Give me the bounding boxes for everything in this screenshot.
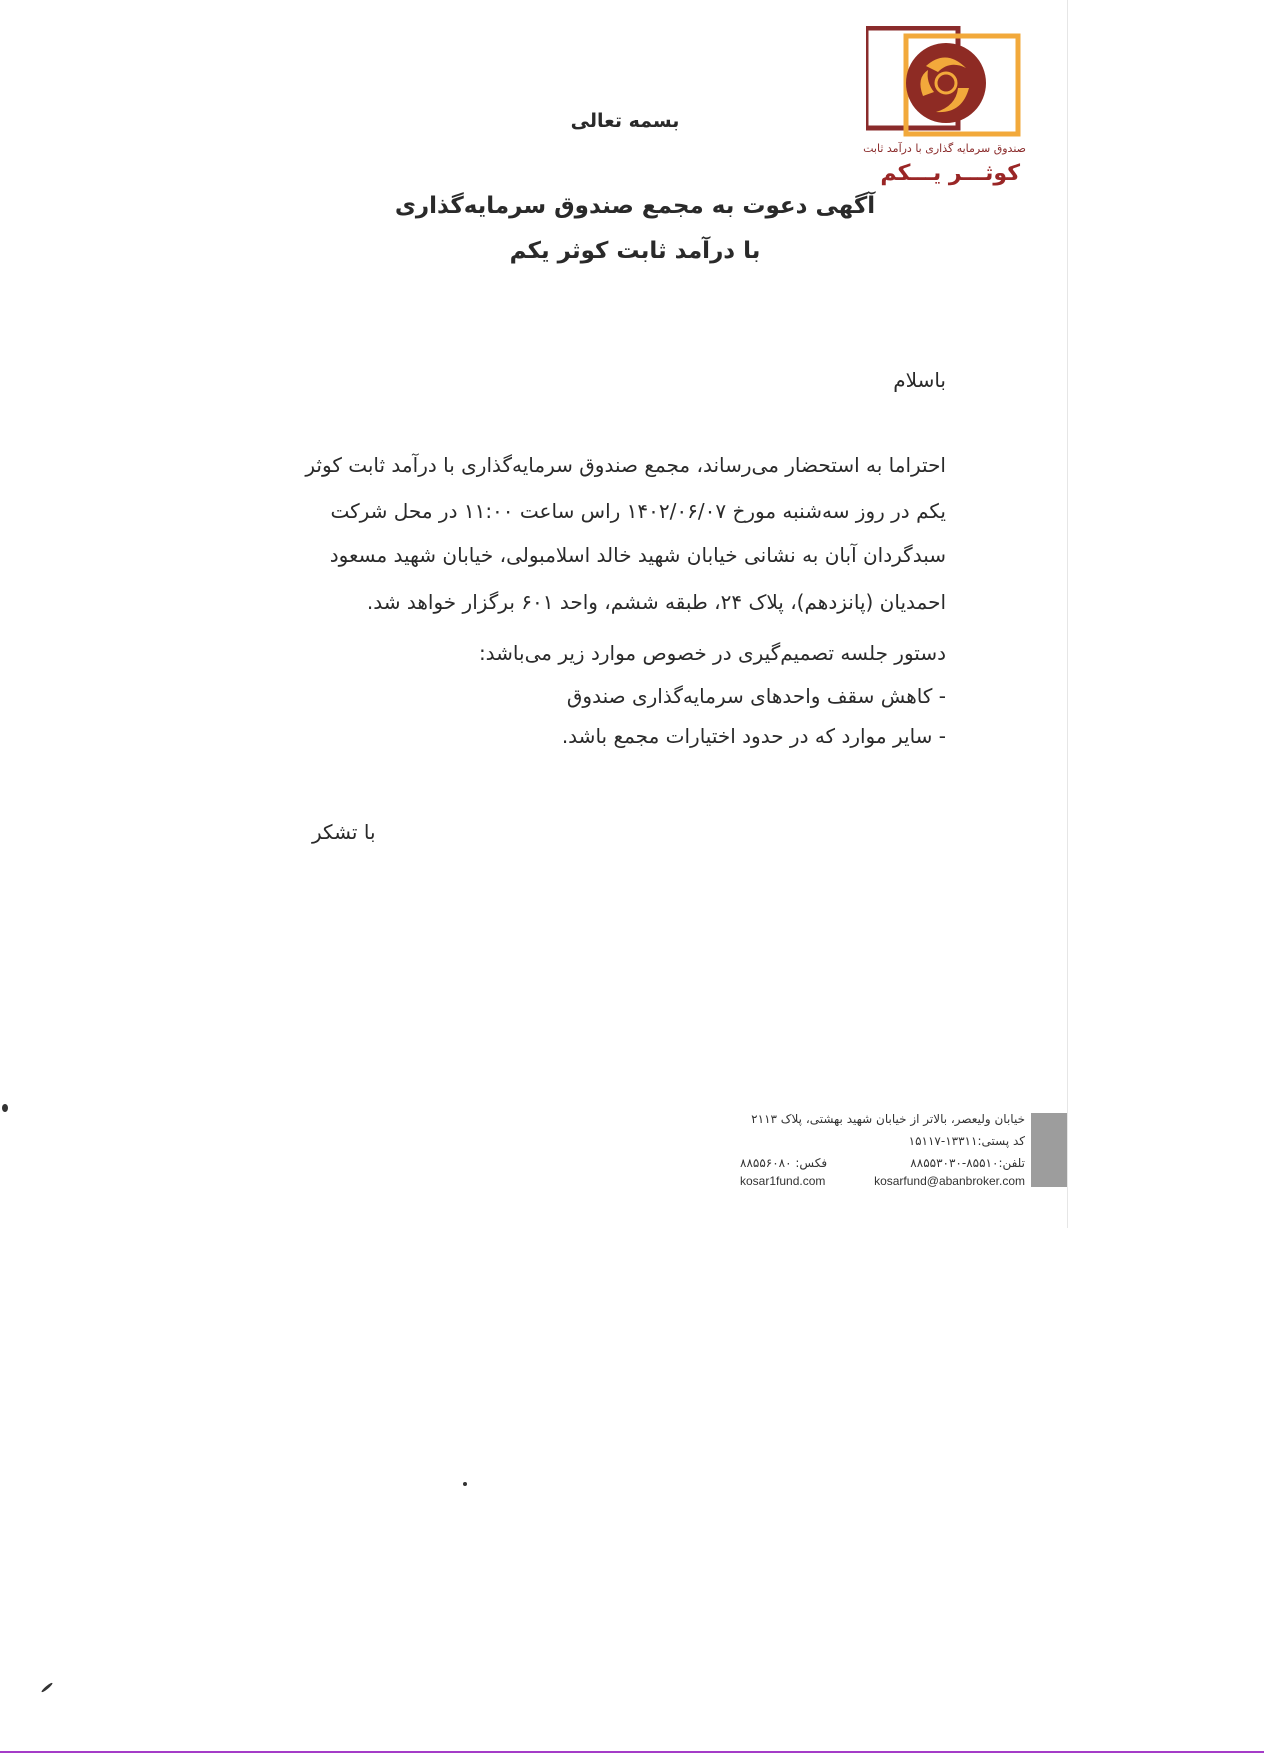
fund-logo: [863, 26, 1026, 216]
closing-text: با تشکر: [312, 820, 376, 844]
paragraph-line: یکم در روز سه‌شنبه مورخ ۱۴۰۲/۰۶/۰۷ راس ساعت ۱۱:۰۰ در محل شرکت: [330, 499, 946, 523]
agenda-intro: دستور جلسه تصمیم‌گیری در خصوص موارد زیر می‌باشد:: [478, 641, 946, 665]
scan-speck: [2, 1104, 8, 1112]
footer-email-link[interactable]: kosarfund@abanbroker.com: [874, 1174, 1025, 1188]
footer-address: خیابان ولیعصر، بالاتر از خیابان شهید بهشتی، پلاک ۲۱۱۳: [751, 1112, 1025, 1126]
scan-speck: [463, 1482, 467, 1486]
agenda-item: - کاهش سقف واحدهای سرمایه‌گذاری صندوق: [566, 684, 946, 708]
basmala-heading: بسمه تعالی: [570, 110, 680, 132]
logo-subtitle: صندوق سرمایه گذاری با درآمد ثابت: [863, 142, 1026, 155]
notice-title-line-2: با درآمد ثابت کوثر یکم: [509, 238, 761, 264]
paragraph-line: احتراما به استحضار می‌رساند، مجمع صندوق سرمایه‌گذاری با درآمد ثابت کوثر: [305, 453, 946, 477]
logo-emblem-icon: [866, 26, 1026, 138]
logo-name: کوثـــر یـــکم: [880, 161, 1020, 186]
footer-phone: تلفن:۸۵۵۱۰-۸۸۵۵۳۰۳۰: [910, 1156, 1025, 1170]
paragraph-line: سبدگردان آبان به نشانی خیابان شهید خالد اسلامبولی، خیابان شهید مسعود: [329, 543, 946, 567]
greeting: باسلام: [893, 368, 946, 392]
paragraph-line: احمدیان (پانزدهم)، پلاک ۲۴، طبقه ششم، واحد ۶۰۱ برگزار خواهد شد.: [366, 590, 946, 614]
scan-edge: [1067, 0, 1068, 1228]
contact-footer: [730, 1108, 1067, 1188]
footer-postal-code: کد پستی:۱۳۳۱۱-۱۵۱۱۷: [908, 1134, 1025, 1148]
agenda-item: - سایر موارد که در حدود اختیارات مجمع باشد.: [561, 724, 946, 748]
scan-speck: [41, 1682, 54, 1693]
footer-accent-bar: [1031, 1113, 1067, 1187]
footer-fax: فکس: ۸۸۵۵۶۰۸۰: [740, 1156, 828, 1170]
notice-title-line-1: آگهی دعوت به مجمع صندوق سرمایه‌گذاری: [394, 193, 876, 219]
footer-website-link[interactable]: kosar1fund.com: [740, 1174, 826, 1188]
